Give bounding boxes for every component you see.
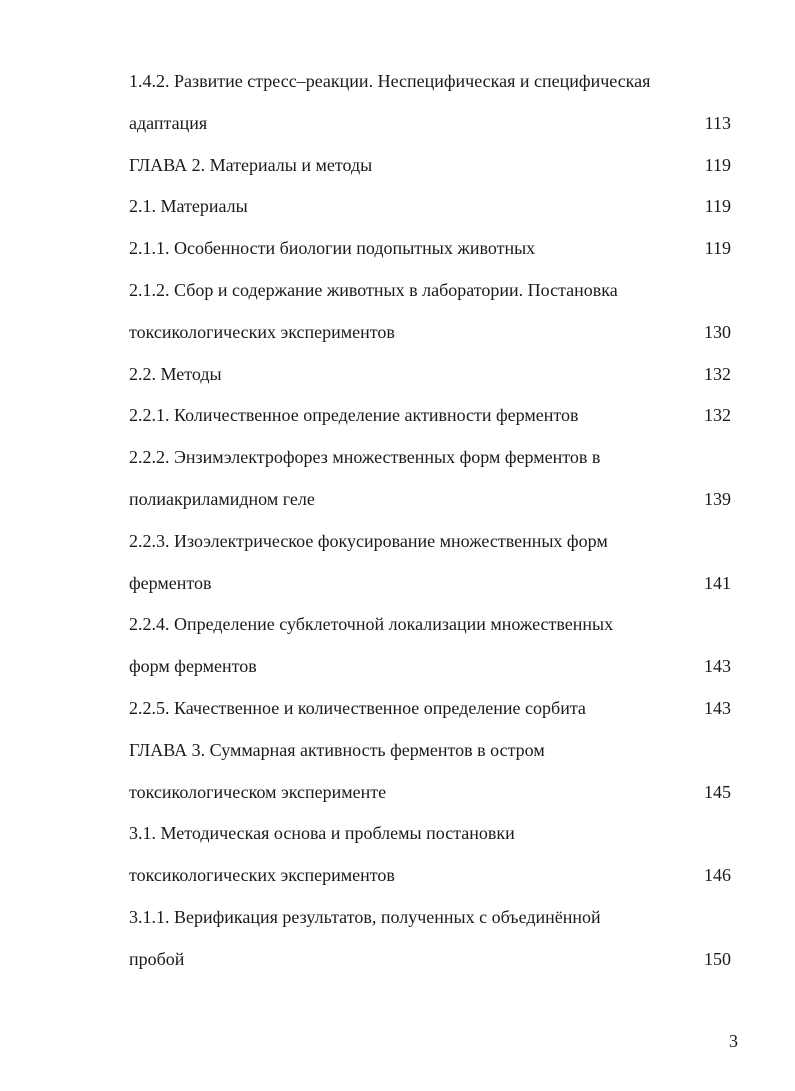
toc-line xyxy=(129,485,734,527)
toc-entry-page: 132 xyxy=(704,363,731,384)
toc-entry-text: 2.1. Материалы xyxy=(129,196,248,217)
toc-entry-text: ГЛАВА 2. Материалы и методы xyxy=(129,154,373,175)
toc-line xyxy=(129,819,734,861)
toc-entry-page: 143 xyxy=(704,697,731,718)
toc-entry-text: 2.2.3. Изоэлектрическое фокусирование множественных форм xyxy=(129,530,608,551)
toc-entry-page: 150 xyxy=(704,948,731,969)
page-number: 3 xyxy=(729,1031,738,1051)
toc-entry-page: 139 xyxy=(704,488,731,509)
toc-entry-text: 2.1.2. Сбор и содержание животных в лаборатории. Постановка xyxy=(129,279,618,300)
toc-entry-text: пробой xyxy=(129,948,185,969)
toc-line xyxy=(129,861,734,903)
toc-entry-text: 2.2.2. Энзимэлектрофорез множественных форм ферментов в xyxy=(129,447,601,468)
toc-entry-text: ферментов xyxy=(129,572,212,593)
toc-line xyxy=(129,401,734,443)
toc-line xyxy=(129,569,734,611)
toc-entry-text: ГЛАВА 3. Суммарная активность ферментов в остром xyxy=(129,739,545,760)
toc-entry-text: полиакриламидном геле xyxy=(129,488,315,509)
toc-entry-page: 145 xyxy=(704,781,731,802)
toc-line xyxy=(129,443,734,485)
toc-line xyxy=(129,109,734,151)
toc-entry-text: адаптация xyxy=(129,112,208,133)
toc-entry-page: 119 xyxy=(704,196,731,217)
toc-line xyxy=(129,360,734,402)
toc-line xyxy=(129,192,734,234)
toc-line xyxy=(129,903,734,945)
toc-entry-text: 1.4.2. Развитие стресс–реакции. Неспецифическая и специфическая xyxy=(129,71,651,91)
toc-entry-page: 132 xyxy=(704,405,731,426)
toc-line xyxy=(129,151,734,193)
toc-entry-page: 130 xyxy=(704,321,731,342)
toc-entry-text: токсикологических экспериментов xyxy=(129,865,395,886)
toc-entry-text: 2.2.5. Качественное и количественное определение сорбита xyxy=(129,697,586,718)
toc-line xyxy=(129,318,734,360)
toc-entry-page: 119 xyxy=(704,238,731,259)
toc-entry-text: 2.2.1. Количественное определение активности ферментов xyxy=(129,405,579,426)
toc-entry-page: 113 xyxy=(704,112,731,133)
toc-entry-text: 3.1. Методическая основа и проблемы постановки xyxy=(129,823,515,844)
toc-line xyxy=(129,234,734,276)
toc-entry-text: токсикологическом эксперименте xyxy=(129,781,387,802)
toc-entry-text: 2.2. Методы xyxy=(129,363,222,384)
toc-entry-text: форм ферментов xyxy=(129,656,257,677)
toc-line xyxy=(129,778,734,820)
toc-entry-text: 3.1.1. Верификация результатов, полученных с объединённой xyxy=(129,906,601,927)
toc-line xyxy=(129,945,734,987)
toc-entry-text: 2.2.4. Определение субклеточной локализации множественных xyxy=(129,614,614,635)
toc-entry-text: 2.1.1. Особенности биологии подопытных животных xyxy=(129,238,536,259)
table-of-contents xyxy=(129,67,734,987)
toc-line xyxy=(129,276,734,318)
toc-line xyxy=(129,652,734,694)
toc-entry-page: 143 xyxy=(704,656,731,677)
toc-line xyxy=(129,67,734,109)
toc-entry-page: 119 xyxy=(704,154,731,175)
toc-line xyxy=(129,694,734,736)
toc-entry-page: 141 xyxy=(704,572,731,593)
toc-line xyxy=(129,736,734,778)
toc-line xyxy=(129,610,734,652)
toc-line xyxy=(129,527,734,569)
toc-entry-text: токсикологических экспериментов xyxy=(129,321,395,342)
toc-entry-page: 146 xyxy=(704,865,731,886)
